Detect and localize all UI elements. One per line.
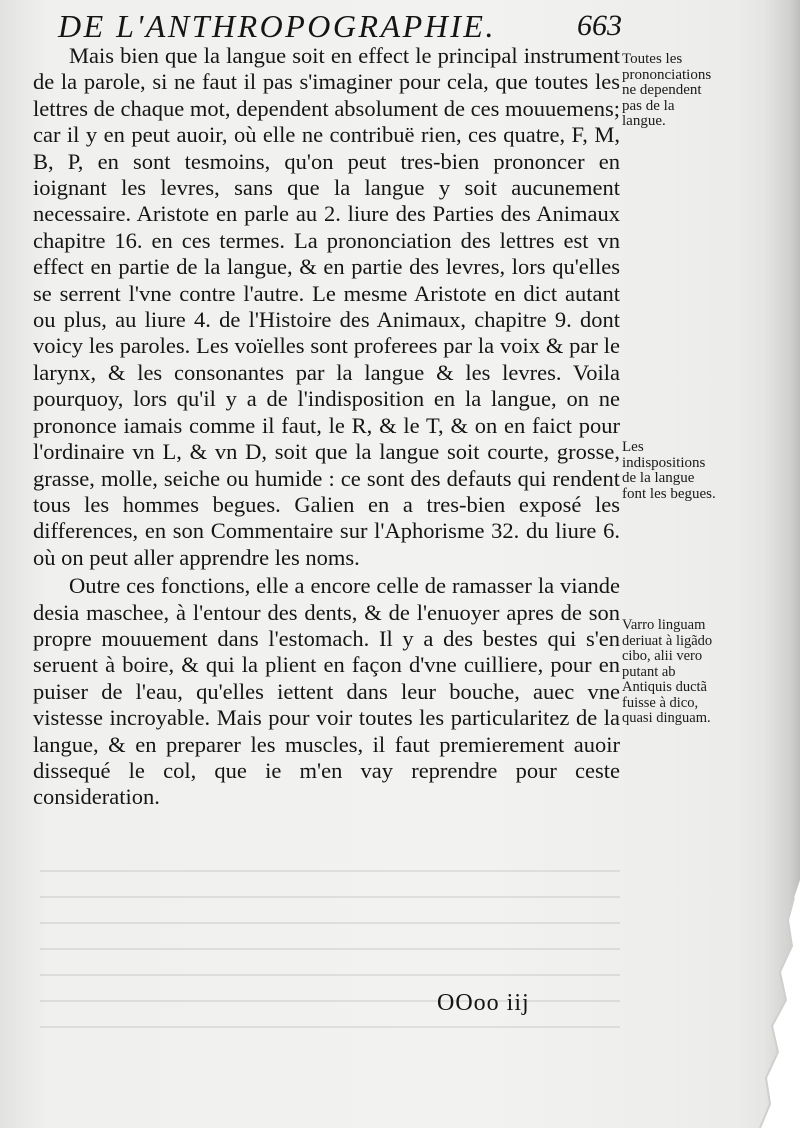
margin-note-varro: Varro linguam deriuat à ligãdo cibo, alii vero putant ab Antiquis ductã fuisse à dico, quasi dinguam. — [622, 617, 713, 726]
paragraph-2: Outre ces fonctions, elle a encore celle de ramasser la viande desia maschee, à l'entour des dents, & de l'enuoyer apres de son propre mouuement dans l'estomach. Il y a des bestes qui s'en seruent à boire, & qui la plient en façon d'vne cuilliere, pour en puiser de l'eau, qu'elles iettent dans leur bouche, auec vne vistesse incroyable. Mais pour voir toutes les particularitez de la langue, & en preparer les muscles, il faut premierement auoir dissequé le col, que ie m'en vay reprendre pour ceste consideration. — [33, 573, 620, 810]
torn-corner — [710, 880, 800, 1128]
running-title: DE L'ANTHROPOGRAPHIE. — [58, 8, 496, 44]
main-text — [33, 43, 620, 811]
paragraph-1: Mais bien que la langue soit en effect le principal instrument de la parole, si ne faut il pas s'imaginer pour cela, que toutes les lettres de chaque mot, dependent absolument de ces mouuemens; car il y en peut auoir, où elle ne contribuë rien, ces quatre, F, M, B, P, en sont tesmoins, qu'on peut tres-bien prononcer en ioignant les levres, sans que la langue y soit aucunement necessaire. Aristote en parle au 2. liure des Parties des Animaux chapitre 16. en ces termes. La prononciation des lettres est vn effect en partie de la langue, & en partie des levres, lors qu'elles se serrent l'vne contre l'autre. Le mesme Aristote en dict autant ou plus, au liure 4. de l'Histoire des Animaux, chapitre 9. dont voicy les paroles. Les voïelles sont proferees par la voix & par le larynx, & les consonantes par la langue & les levres. Voila pourquoy, lors qu'il y a de l'indisposition en la langue, on ne prononce iamais comme il faut, le R, & le T, & on en faict pour l'ordinaire vn L, & vn D, soit que la langue soit courte, grosse, grasse, molle, seiche ou humide : ce sont des defauts qui rendent tous les hommes begues. Galien en a tres-bien exposé les differences, en son Commentaire sur l'Aphorisme 32. du liure 6. où on peut aller apprendre les noms. — [33, 43, 620, 570]
margin-note-stammering: Les indispositions de la langue font les begues. — [622, 439, 716, 502]
running-header — [58, 6, 622, 46]
catchword-signature: OOoo iij — [437, 990, 530, 1016]
page-number: 663 — [577, 9, 622, 42]
show-through-texture — [40, 870, 620, 1060]
margin-note-pronunciation: Toutes les prononciations ne dependent pas de la langue. — [622, 51, 712, 129]
